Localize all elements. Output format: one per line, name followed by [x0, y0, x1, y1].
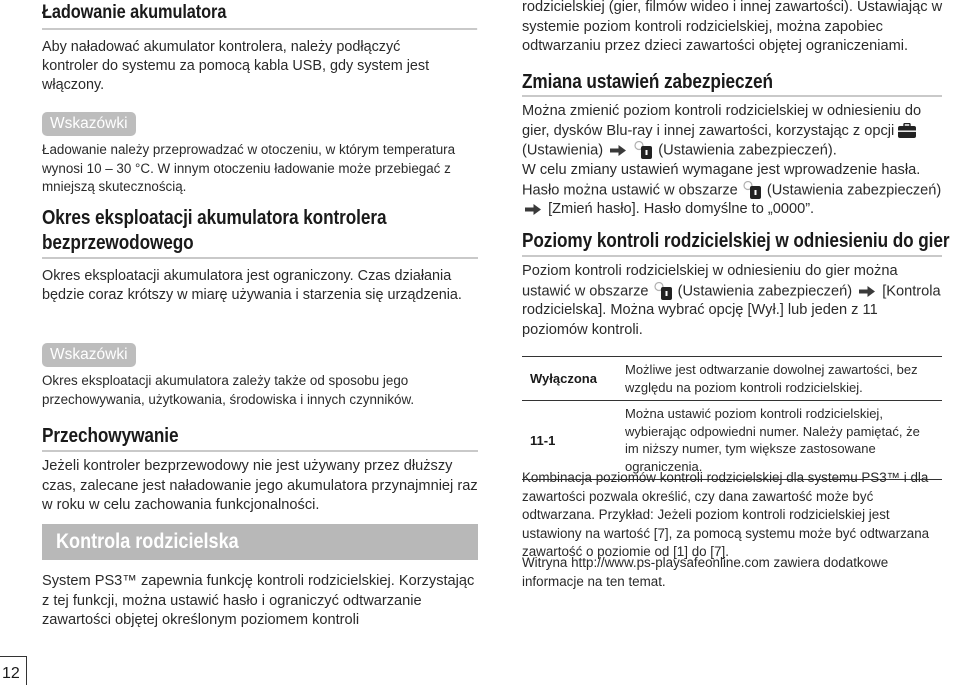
- security-p1-text: Można zmienić poziom kontroli rodzicielskiej w odniesieniu do gier, dysków Blu-ray i innej zawartości, korzystając z opcji: [522, 103, 922, 139]
- parental-control-text: System PS3™ zapewnia funkcję kontroli rodzicielskiej. Korzystając z tej funkcji, można ustawić hasło i ograniczyć odtwarzanie zawartości objętej określonym poziomem kontroli: [42, 573, 475, 628]
- table-row: [522, 357, 942, 401]
- level-cell: Wyłączona: [522, 357, 615, 401]
- description-cell: Można ustawić poziom kontroli rodzicielskiej, wybierając odpowiedni numer. Należy pamiętać, że im niższy numer, tym większe zastosowane ograniczenia.: [615, 401, 942, 480]
- levels-note: Kombinacja poziomów kontroli rodzicielskiej dla systemu PS3™ i dla zawartości pozwala określić, czy dana zawartość może być odtwarzana. Przykład: Jeżeli poziom kontroli rodzicielskiej jest ustawiony na wartość [7], za pomocą systemu może być odtwarzana zawartość o poziomie od [1] do [7].: [522, 470, 930, 559]
- settings-label: (Ustawienia): [522, 142, 604, 159]
- battery-life-text: Okres eksploatacji akumulatora jest ograniczony. Czas działania będzie coraz krótszy w miarę używania i starzenia się urządzenia.: [42, 268, 462, 303]
- arrow-icon: [610, 145, 626, 156]
- security-settings-label: (Ustawienia zabezpieczeń): [766, 181, 942, 198]
- change-password-text: [Zmień hasło]. Hasło domyślne to „0000”.: [548, 201, 815, 218]
- storage-rule: [42, 450, 478, 452]
- security-paragraph-1: [522, 102, 947, 161]
- security-section-title: Zmiana ustawień zabezpieczeń: [522, 71, 773, 93]
- parental-continuation-text: rodzicielskiej (gier, filmów wideo i innej zawartości). Ustawiając w systemie poziom kontroli rodzicielskiej, można zapobiec odtwarzaniu przez dzieci zawartości objętej ograniczeniami.: [522, 0, 943, 54]
- hint-text-1: Ładowanie należy przeprowadzać w otoczeniu, w którym temperatura wynosi 10 – 30 °C. W innym otoczeniu ładowanie może przebiegać z mniejszą skutecznością.: [42, 142, 456, 194]
- levels-p-text: Poziom kontroli rodzicielskiej w odniesieniu do gier można ustawić w obszarze: [522, 263, 898, 299]
- page-number: [0, 656, 27, 685]
- charging-section-title: Ładowanie akumulatora: [42, 0, 477, 30]
- security-rule: [522, 95, 942, 97]
- battery-life-title-line1: Okres eksploatacji akumulatora kontrolera: [42, 207, 387, 229]
- battery-life-title-line2: bezprzewodowego: [42, 232, 194, 254]
- security-settings-label: (Ustawienia zabezpieczeń): [677, 282, 853, 299]
- level-cell: 11-1: [522, 401, 615, 480]
- arrow-icon: [525, 204, 541, 215]
- arrow-icon: [859, 286, 875, 297]
- charging-text: Aby naładować akumulator kontrolera, należy podłączyć kontroler do systemu za pomocą kabla USB, gdy system jest włączony.: [42, 39, 430, 93]
- levels-table: [522, 356, 942, 480]
- hint-text-2: Okres eksploatacji akumulatora zależy także od sposobu jego przechowywania, użytkowania, środowiska i innych czynników.: [42, 373, 415, 407]
- hint-badge-2: Wskazówki: [42, 343, 136, 367]
- table-row: [522, 401, 942, 480]
- security-p2-text: W celu zmiany ustawień wymagane jest wprowadzenie hasła. Hasło można ustawić w obszarze: [522, 162, 921, 198]
- battery-life-heading: [42, 206, 478, 256]
- website-note: Witryna http://www.ps-playsafeonline.com zawiera dodatkowe informacje na ten temat.: [522, 555, 889, 589]
- parental-control-banner: Kontrola rodzicielska: [42, 524, 478, 560]
- storage-title: Przechowywanie: [42, 425, 179, 447]
- levels-rule: [522, 255, 942, 257]
- page-number-text: 12: [2, 665, 20, 682]
- hint-badge-1: Wskazówki: [42, 112, 136, 136]
- security-lock-icon: [653, 282, 674, 301]
- battery-life-rule: [42, 257, 478, 259]
- parental-control-option-text: [Kontrola rodzicielska]. Można wybrać opcję [Wył.] lub jeden z 11 poziomów kontroli.: [522, 282, 941, 338]
- description-cell: Możliwe jest odtwarzanie dowolnej zawartości, bez względu na poziom kontroli rodzicielskiej.: [615, 357, 942, 401]
- security-paragraph-2: [522, 161, 947, 220]
- security-lock-icon: [633, 141, 654, 160]
- toolbox-icon: [898, 123, 916, 138]
- levels-section-title: Poziomy kontroli rodzicielskiej w odniesieniu do gier: [522, 230, 950, 252]
- security-settings-label: (Ustawienia zabezpieczeń).: [658, 142, 837, 159]
- levels-paragraph: [522, 262, 947, 340]
- security-lock-icon: [742, 181, 763, 200]
- storage-text: Jeżeli kontroler bezprzewodowy nie jest używany przez dłuższy czas, zalecane jest naładowanie jego akumulatora przynajmniej raz w roku w celu zachowania funkcjonalności.: [42, 458, 478, 513]
